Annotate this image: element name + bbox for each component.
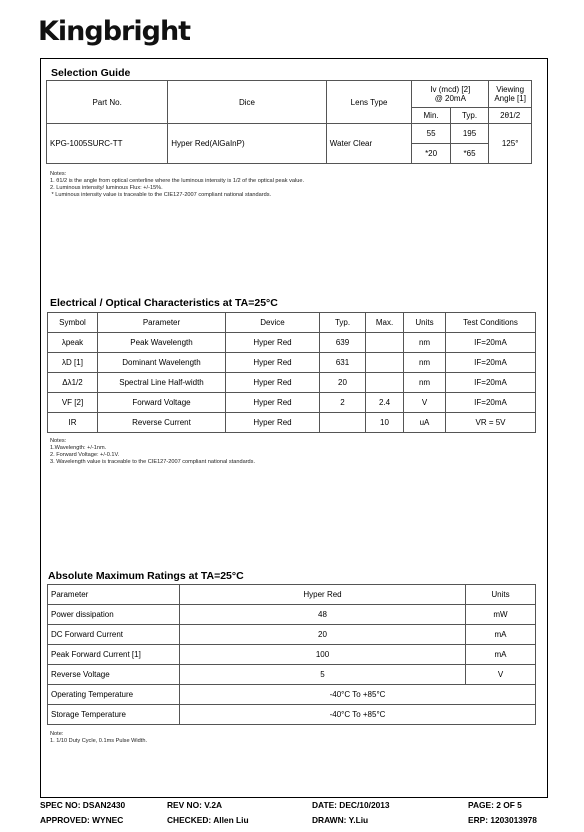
ec-cell: 10 (366, 413, 404, 433)
ec-cell: Hyper Red (226, 333, 320, 353)
ec-cell: nm (404, 353, 446, 373)
footer-col-2 (167, 798, 249, 828)
am-cell: -40°C To +85°C (180, 685, 536, 705)
header-min: Min. (412, 108, 450, 124)
am-cell: 48 (180, 605, 466, 625)
selection-guide-table (46, 80, 532, 164)
table-row (48, 333, 536, 353)
ec-cell (366, 353, 404, 373)
ec-cell: Peak Wavelength (98, 333, 226, 353)
ec-header: Test Conditions (446, 313, 536, 333)
am-cell: mA (466, 625, 536, 645)
ec-cell: VR = 5V (446, 413, 536, 433)
header-theta: 2θ1/2 (489, 108, 532, 124)
ec-cell: V (404, 393, 446, 413)
am-cell: Storage Temperature (48, 705, 180, 725)
am-cell: V (466, 665, 536, 685)
ec-cell: uA (404, 413, 446, 433)
ec-cell: λD [1] (48, 353, 98, 373)
header-viewing-angle: Viewing Angle [1] (489, 81, 532, 108)
electrical-title: Electrical / Optical Characteristics at TA=25°C (50, 297, 278, 309)
am-cell: Power dissipation (48, 605, 180, 625)
absolute-notes: Note: 1. 1/10 Duty Cycle, 0.1ms Pulse Width. (50, 731, 147, 744)
am-cell: mW (466, 605, 536, 625)
footer-col-3 (312, 798, 390, 828)
ec-cell: λpeak (48, 333, 98, 353)
table-row (48, 353, 536, 373)
ec-cell: IF=20mA (446, 393, 536, 413)
cell-min-1: 55 (412, 124, 450, 144)
table-row (48, 393, 536, 413)
am-cell: mA (466, 645, 536, 665)
footer (40, 798, 548, 830)
ec-header: Parameter (98, 313, 226, 333)
ec-cell (366, 373, 404, 393)
am-cell: 5 (180, 665, 466, 685)
electrical-notes: Notes: 1.Wavelength: +/-1nm. 2. Forward Voltage: +/-0.1V. 3. Wavelength value is traceable to the CIE127-2007 compliant national standards. (50, 438, 256, 465)
am-header: Hyper Red (180, 585, 466, 605)
am-cell: DC Forward Current (48, 625, 180, 645)
footer-col-1 (40, 798, 125, 828)
table-row (48, 373, 536, 393)
cell-typ-2: *65 (450, 144, 488, 164)
am-header: Parameter (48, 585, 180, 605)
ec-cell: nm (404, 373, 446, 393)
table-row (48, 413, 536, 433)
table-row (48, 665, 536, 685)
ec-cell: Δλ1/2 (48, 373, 98, 393)
date: DATE: DEC/10/2013 (312, 800, 390, 810)
spec-no: SPEC NO: DSAN2430 (40, 800, 126, 810)
page-number: PAGE: 2 OF 5 (468, 800, 522, 810)
table-row (48, 645, 536, 665)
table-row (48, 625, 536, 645)
cell-typ-1: 195 (450, 124, 488, 144)
ec-cell: 2 (320, 393, 366, 413)
table-row (48, 605, 536, 625)
kingbright-logo: Kingbright (38, 16, 191, 47)
selection-guide-title: Selection Guide (51, 67, 131, 79)
cell-part-no: KPG-1005SURC-TT (47, 124, 168, 164)
ec-cell: IR (48, 413, 98, 433)
ec-cell (366, 333, 404, 353)
header-dice: Dice (168, 81, 327, 124)
am-cell: Operating Temperature (48, 685, 180, 705)
ec-cell: Spectral Line Half-width (98, 373, 226, 393)
footer-col-4 (468, 798, 537, 828)
ec-cell: VF [2] (48, 393, 98, 413)
ec-cell: Forward Voltage (98, 393, 226, 413)
ec-cell: Hyper Red (226, 413, 320, 433)
ec-header: Device (226, 313, 320, 333)
cell-lens: Water Clear (326, 124, 412, 164)
ec-cell: Hyper Red (226, 373, 320, 393)
rev-no: REV NO: V.2A (167, 800, 223, 810)
electrical-table (47, 312, 536, 433)
am-cell: 20 (180, 625, 466, 645)
header-lens-type: Lens Type (326, 81, 412, 124)
header-part-no: Part No. (47, 81, 168, 124)
selection-notes: Notes: 1. θ1/2 is the angle from optical centerline where the luminous intensity is 1/2 of the optical peak value. 2. Luminous intensity/ luminous Flux: +/-15%. * Luminous intensity value is traceable to the CIE127-2007 compliant national standards. (50, 171, 305, 198)
erp: ERP: 1203013978 (468, 815, 537, 825)
absolute-table (47, 584, 536, 725)
ec-cell (320, 413, 366, 433)
ec-cell: IF=20mA (446, 373, 536, 393)
cell-angle: 125° (489, 124, 532, 164)
ec-header: Symbol (48, 313, 98, 333)
ec-cell: 639 (320, 333, 366, 353)
ec-cell: 2.4 (366, 393, 404, 413)
ec-cell: Dominant Wavelength (98, 353, 226, 373)
ec-header: Typ. (320, 313, 366, 333)
am-cell: Peak Forward Current [1] (48, 645, 180, 665)
ec-cell: 20 (320, 373, 366, 393)
am-cell: 100 (180, 645, 466, 665)
ec-header: Max. (366, 313, 404, 333)
ec-cell: Hyper Red (226, 353, 320, 373)
cell-dice: Hyper Red(AlGaInP) (168, 124, 327, 164)
table-row (48, 705, 536, 725)
ec-cell: IF=20mA (446, 353, 536, 373)
am-cell: Reverse Voltage (48, 665, 180, 685)
approved: APPROVED: WYNEC (40, 815, 124, 825)
ec-cell: Reverse Current (98, 413, 226, 433)
am-cell: -40°C To +85°C (180, 705, 536, 725)
ec-cell: 631 (320, 353, 366, 373)
header-iv: Iv (mcd) [2] @ 20mA (412, 81, 489, 108)
checked: CHECKED: Allen Liu (167, 815, 249, 825)
table-row (48, 685, 536, 705)
header-typ: Typ. (450, 108, 488, 124)
cell-min-2: *20 (412, 144, 450, 164)
ec-cell: Hyper Red (226, 393, 320, 413)
absolute-title: Absolute Maximum Ratings at TA=25°C (48, 570, 244, 582)
am-header: Units (466, 585, 536, 605)
drawn: DRAWN: Y.Liu (312, 815, 369, 825)
ec-cell: IF=20mA (446, 333, 536, 353)
ec-cell: nm (404, 333, 446, 353)
ec-header: Units (404, 313, 446, 333)
